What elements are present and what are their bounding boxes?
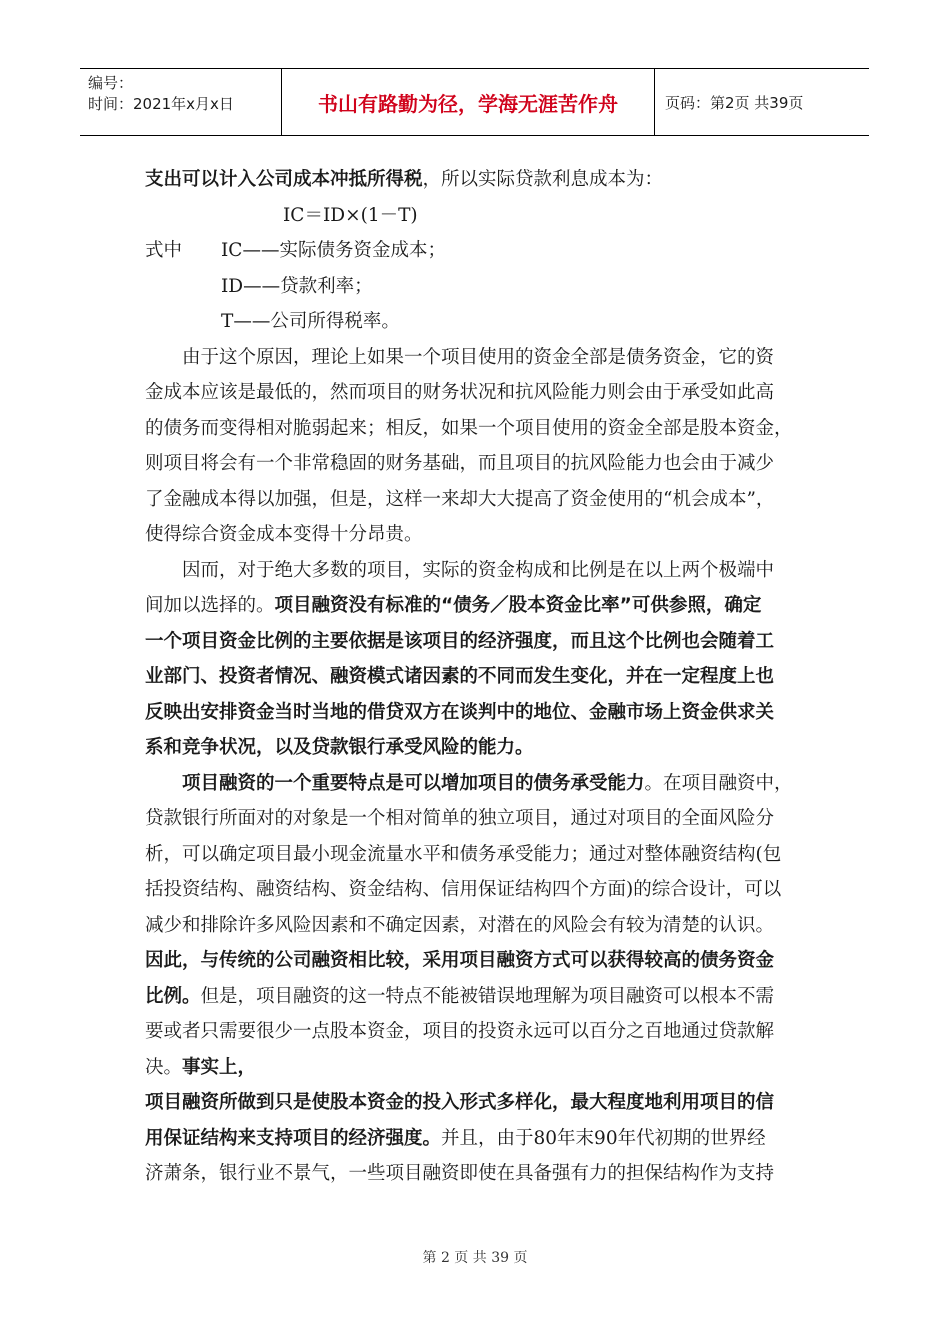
plain-text: 并且，由于80年末90年代初期的世界经	[441, 1127, 766, 1149]
bold-text: 事实上，	[182, 1056, 257, 1078]
plain-text: 但是，项目融资的这一特点不能被错误地理解为项目融资可以根本不需	[200, 985, 775, 1007]
formula: IC＝ID×(1－T)	[283, 204, 418, 226]
text-line: 因而，对于绝大多数的项目，实际的资金构成和比例是在以上两个极端中	[182, 559, 775, 581]
plain-text: ，所以实际贷款利息成本为：	[422, 169, 664, 190]
text-line: 贷款银行所面对的对象是一个相对简单的独立项目，通过对项目的全面风险分	[145, 808, 775, 829]
doc-number-label: 编号：	[88, 74, 134, 92]
bold-line: 因此，与传统的公司融资相比较，采用项目融资方式可以获得较高的债务资金	[145, 950, 775, 971]
text-line: 使得综合资金成本变得十分昂贵。	[145, 524, 423, 545]
doc-date: 时间：2021年x月x日	[88, 95, 234, 113]
text-line	[145, 1121, 815, 1157]
header-page-cell	[655, 69, 869, 135]
bold-text: 比例。	[145, 985, 201, 1007]
defs-label: 式中	[145, 240, 183, 261]
definition-id: ID——贷款利率；	[221, 275, 373, 297]
text-line: 则项目将会有一个非常稳固的财务基础，而且项目的抗风险能力也会由于减少	[145, 453, 775, 474]
text-line	[145, 766, 815, 802]
bold-line: 项目融资所做到只是使股本资金的投入形式多样化，最大程度地利用项目的信	[145, 1092, 775, 1113]
motto-text: 书山有路勤为径，学海无涯苦作舟	[318, 91, 618, 116]
bold-line: 系和竞争状况，以及贷款银行承受风险的能力。	[145, 737, 534, 758]
definition-line	[145, 233, 815, 269]
text-line	[145, 979, 815, 1015]
header-meta-cell	[80, 69, 282, 135]
plain-text: 间加以选择的。	[145, 595, 275, 616]
text-line: 减少和排除许多风险因素和不确定因素，对潜在的风险会有较为清楚的认识。	[145, 914, 775, 936]
text-line: 的债务而变得相对脆弱起来；相反，如果一个项目使用的资金全部是股本资金，	[145, 417, 793, 439]
text-line: 金成本应该是最低的，然而项目的财务状况和抗风险能力则会由于承受如此高	[145, 382, 775, 403]
bold-line: 反映出安排资金当时当地的借贷双方在谈判中的地位、金融市场上资金供求关	[145, 701, 775, 723]
bold-text: 支出可以计入公司成本冲抵所得税	[145, 169, 423, 190]
text-line	[145, 588, 815, 624]
text-line	[145, 1050, 815, 1086]
page-footer: 第 2 页 共 39 页	[422, 1250, 528, 1266]
page-info: 页码：第2页 共39页	[665, 93, 804, 112]
plain-text: 。在项目融资中，	[644, 772, 793, 794]
text-line	[145, 162, 815, 198]
text-line: 由于这个原因，理论上如果一个项目使用的资金全部是债务资金，它的资	[182, 346, 775, 368]
bold-line: 一个项目资金比例的主要依据是该项目的经济强度，而且这个比例也会随着工	[145, 630, 775, 652]
header-table	[80, 68, 869, 136]
plain-text: 决。	[145, 1056, 183, 1078]
bold-text: 项目融资的一个重要特点是可以增加项目的债务承受能力	[182, 772, 645, 794]
text-line: 济萧条，银行业不景气，一些项目融资即使在具备强有力的担保结构作为支持	[145, 1163, 775, 1184]
text-line: 要或者只需要很少一点股本资金，项目的投资永远可以百分之百地通过贷款解	[145, 1021, 775, 1042]
text-line: 括投资结构、融资结构、资金结构、信用保证结构四个方面)的综合设计，可以	[145, 879, 782, 900]
document-body	[145, 162, 815, 1192]
header-motto-cell	[282, 69, 655, 135]
definition-t: T——公司所得税率。	[221, 311, 400, 332]
definition-ic: IC——实际债务资金成本；	[221, 240, 446, 261]
bold-text: 项目融资没有标准的“债务／股本资金比率”可供参照，确定	[274, 595, 762, 616]
bold-text: 用保证结构来支持项目的经济强度。	[145, 1127, 442, 1149]
text-line: 析，可以确定项目最小现金流量水平和债务承受能力；通过对整体融资结构(包	[145, 843, 782, 865]
text-line: 了金融成本得以加强，但是，这样一来却大大提高了资金使用的“机会成本”，	[145, 488, 775, 510]
bold-line: 业部门、投资者情况、融资模式诸因素的不同而发生变化，并在一定程度上也	[145, 666, 775, 687]
